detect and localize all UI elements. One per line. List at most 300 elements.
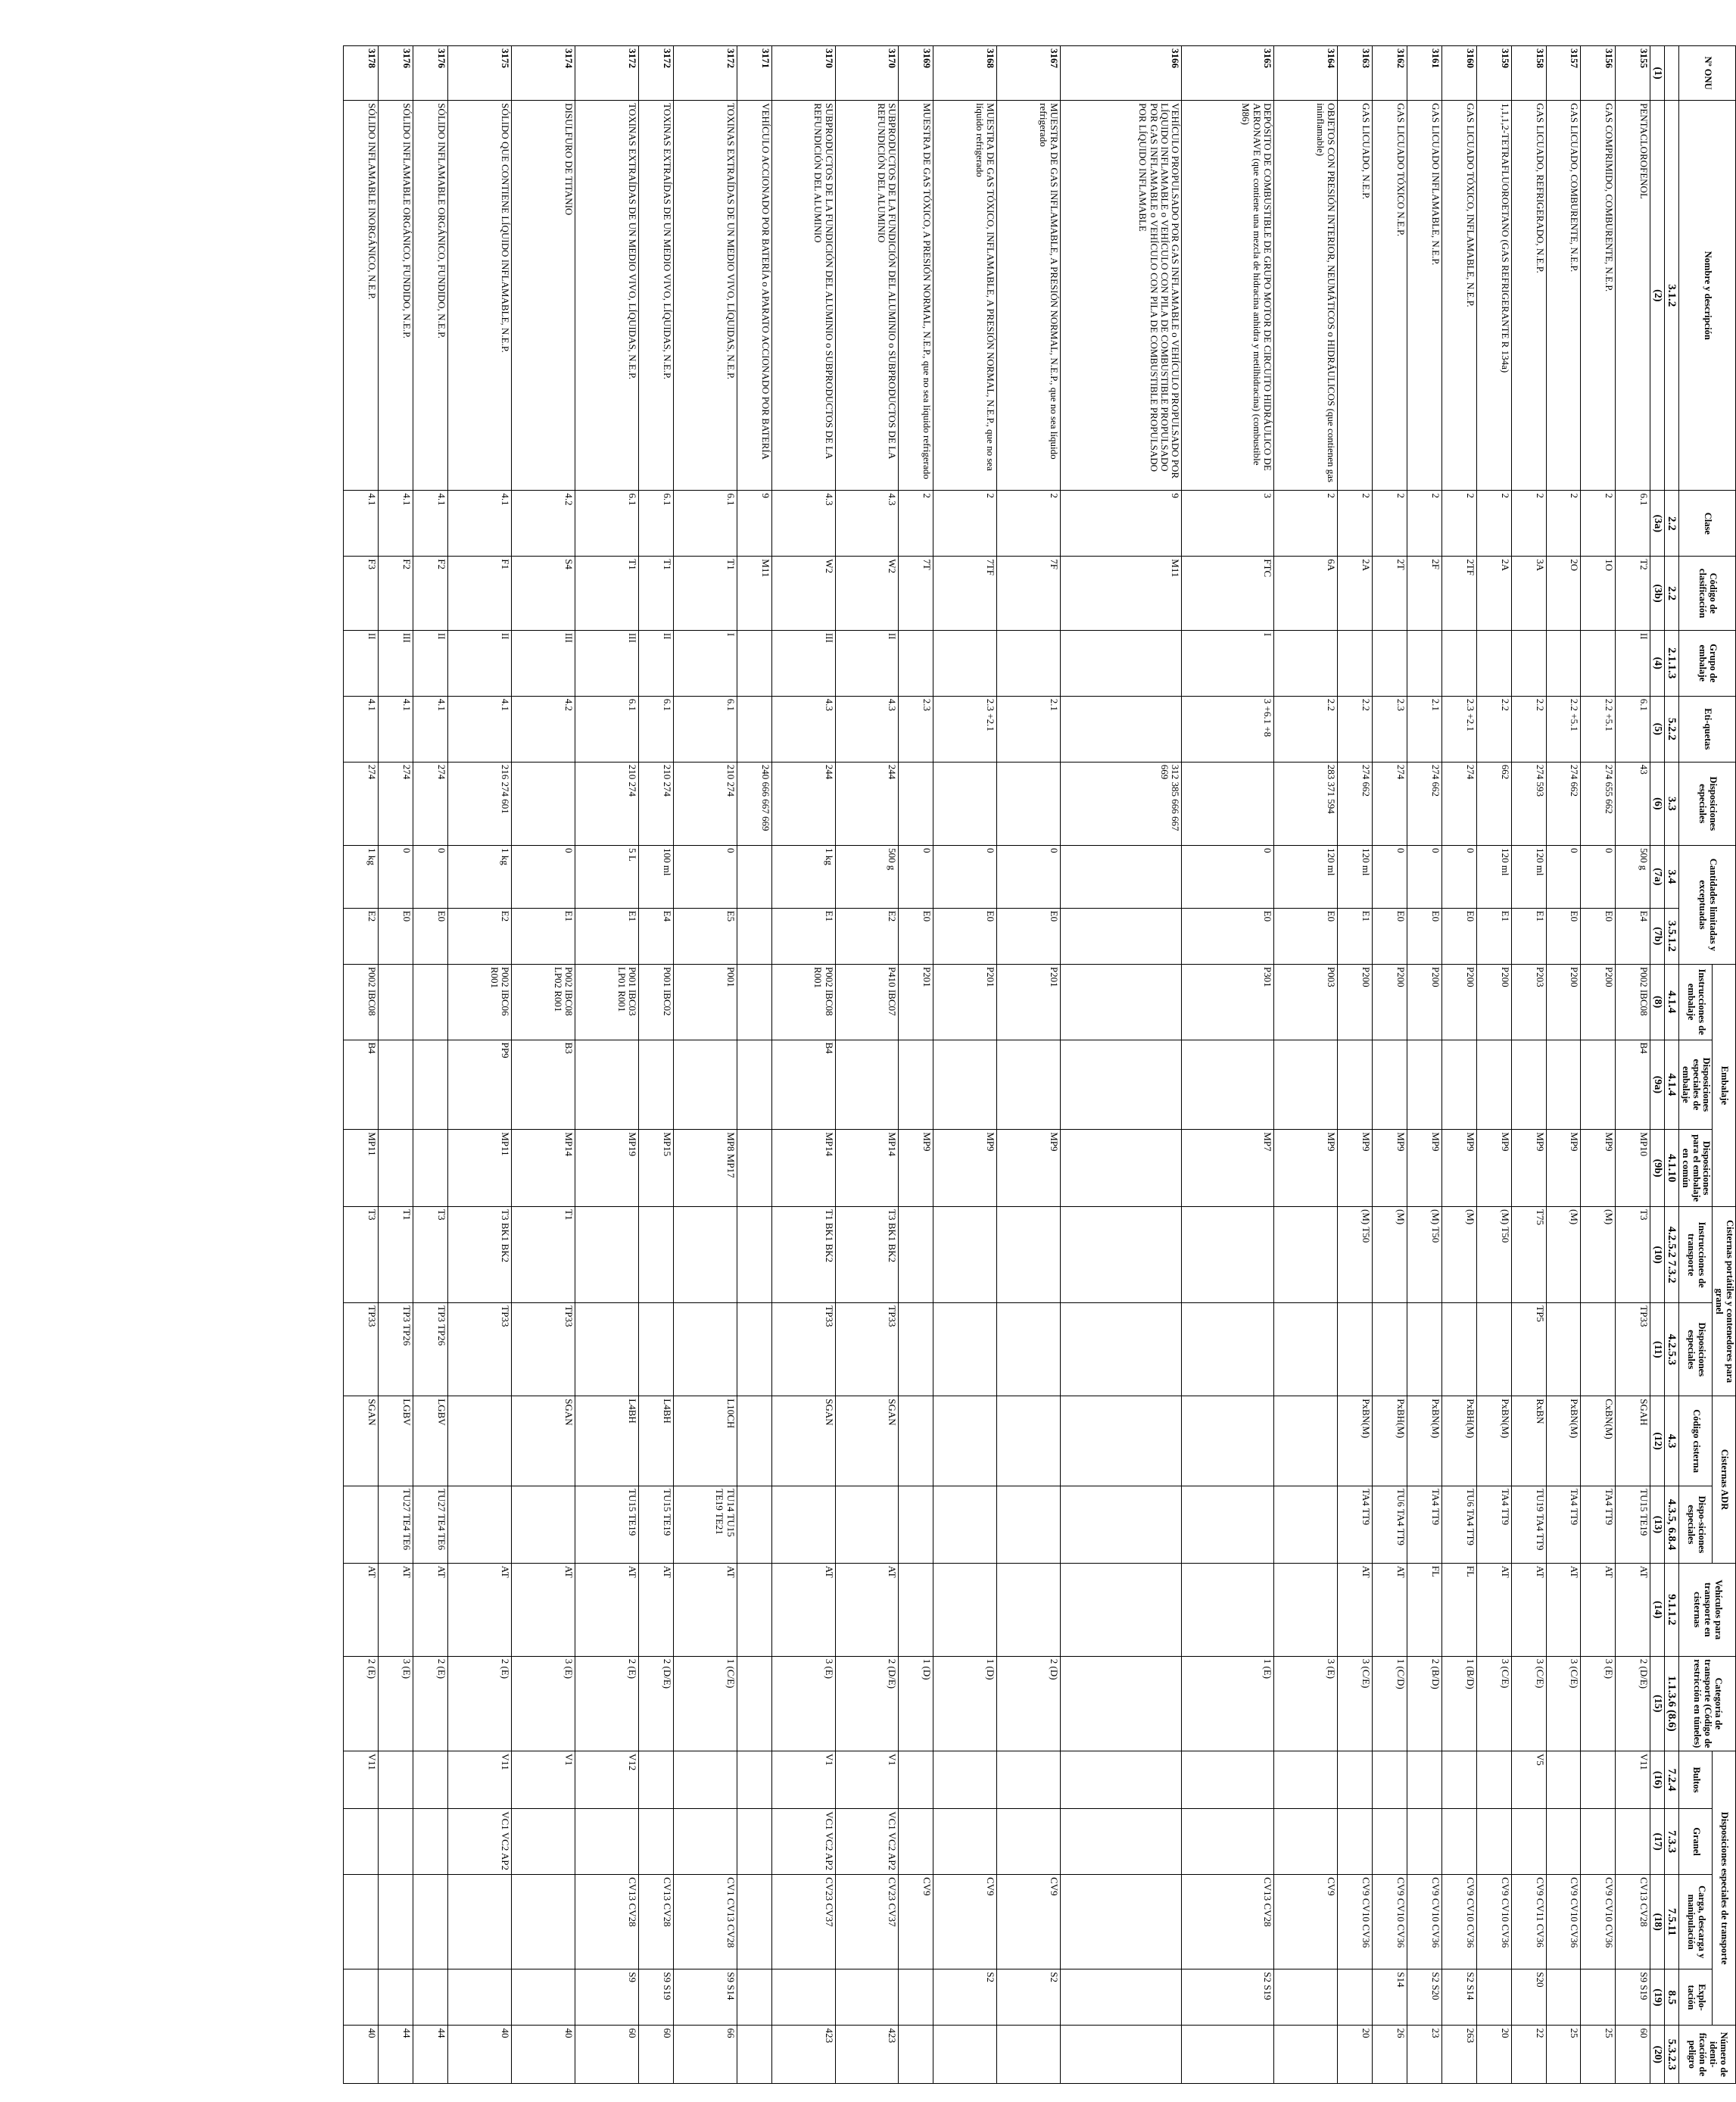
table-cell: 40 <box>448 2026 512 2084</box>
table-cell: 4.1 <box>413 491 448 557</box>
table-cell: E0 <box>933 908 997 964</box>
table-cell: 244 <box>835 762 899 845</box>
table-cell: TP5 <box>1511 1303 1546 1396</box>
name-cell: SÓLIDO QUE CONTIENE LÍQUIDO INFLAMABLE, N.E.P. <box>448 101 512 491</box>
table-cell <box>1182 1486 1274 1564</box>
table-cell: SGAN <box>344 1396 379 1486</box>
table-cell <box>1061 630 1182 696</box>
table-cell: III <box>575 630 638 696</box>
table-cell <box>1372 1809 1407 1875</box>
un-number-cell: 3159 <box>1476 46 1511 101</box>
table-cell: 2 (D/E) <box>835 1656 899 1751</box>
table-cell: 3 +6.1 +8 <box>1182 696 1274 762</box>
name-cell: VEHÍCULO ACCIONADO POR BATERÍA o APARATO ACCIONADO POR BATERÍA <box>737 101 771 491</box>
table-cell: 4.2 <box>511 696 575 762</box>
table-cell: 3 (E) <box>1581 1656 1616 1751</box>
table-cell: F3 <box>344 557 379 631</box>
table-cell <box>1476 1040 1511 1130</box>
table-cell: CV9 CV10 CV36 <box>1372 1875 1407 1969</box>
table-cell: F2 <box>413 557 448 631</box>
table-cell <box>933 1563 997 1656</box>
table-cell: 22 <box>1511 2026 1546 2084</box>
table-cell: PxBH(M) <box>1441 1396 1476 1486</box>
table-cell: I <box>673 630 737 696</box>
table-cell: 2.3 +2.1 <box>1441 696 1476 762</box>
table-cell: 2O <box>1546 557 1581 631</box>
table-cell <box>1182 762 1274 845</box>
table-cell <box>737 696 771 762</box>
table-cell <box>638 1809 673 1875</box>
table-cell: 2 <box>1274 491 1338 557</box>
table-cell: 2 <box>1511 491 1546 557</box>
table-cell: 6.1 <box>673 491 737 557</box>
table-row <box>575 46 638 2084</box>
table-cell: P002 IBC08 <box>344 964 379 1040</box>
name-cell: SÓLIDO INFLAMABLE ORGÁNICO, FUNDIDO, N.E.P. <box>379 101 413 491</box>
table-cell: TA4 TT9 <box>1407 1486 1441 1564</box>
ref-cell: 4.1.10 <box>1664 1130 1679 1207</box>
table-cell: 2F <box>1407 557 1441 631</box>
table-row <box>1476 46 1511 2084</box>
table-cell: (M) <box>1372 1207 1407 1303</box>
table-cell: 25 <box>1581 2026 1616 2084</box>
table-cell <box>997 1396 1061 1486</box>
table-cell: MP9 <box>1581 1130 1616 1207</box>
table-cell: P002 IBC06 R001 <box>448 964 512 1040</box>
ref-cell: 2.2 <box>1664 491 1679 557</box>
table-cell: 2.2 <box>1476 696 1511 762</box>
table-cell <box>413 1751 448 1808</box>
table-cell <box>899 762 933 845</box>
table-cell: 274 <box>1441 762 1476 845</box>
table-cell <box>771 1486 835 1564</box>
table-cell <box>1182 1396 1274 1486</box>
table-cell <box>737 1751 771 1808</box>
table-cell: 7T <box>899 557 933 631</box>
table-cell: 2.1 <box>1407 696 1441 762</box>
un-number-cell: 3174 <box>511 46 575 101</box>
table-cell: 66 <box>673 2026 737 2084</box>
name-cell: GAS LICUADO, REFRIGERADO, N.E.P. <box>1511 101 1546 491</box>
table-cell: 20 <box>1476 2026 1511 2084</box>
table-cell <box>344 1969 379 2026</box>
table-cell: P200 <box>1337 964 1372 1040</box>
table-cell: 3A <box>1511 557 1546 631</box>
table-cell: L4BH <box>575 1396 638 1486</box>
table-cell <box>1182 1563 1274 1656</box>
table-cell: P002 IBC08 LP02 R001 <box>511 964 575 1040</box>
table-cell <box>899 1563 933 1656</box>
table-cell: B4 <box>1616 1040 1650 1130</box>
table-cell: 2A <box>1476 557 1511 631</box>
name-cell: GAS LICUADO INFLAMABLE, N.E.P. <box>1407 101 1441 491</box>
name-cell: GAS COMPRIMIDO, COMBURENTE, N.E.P. <box>1581 101 1616 491</box>
table-cell: MP9 <box>1441 1130 1476 1207</box>
table-cell: AT <box>448 1563 512 1656</box>
name-cell: DISULFURO DE TITANIO <box>511 101 575 491</box>
table-cell: E1 <box>1511 908 1546 964</box>
column-number-cell: (11) <box>1650 1303 1664 1396</box>
table-cell: II <box>835 630 899 696</box>
table-cell: W2 <box>835 557 899 631</box>
table-cell: (M) <box>1546 1207 1581 1303</box>
table-cell: E4 <box>1616 908 1650 964</box>
name-cell: TOXINAS EXTRAÍDAS DE UN MEDIO VIVO, LÍQUIDAS, N.E.P. <box>638 101 673 491</box>
table-cell: B4 <box>344 1040 379 1130</box>
table-row <box>835 46 899 2084</box>
table-cell <box>737 845 771 908</box>
table-cell: M11 <box>737 557 771 631</box>
header-packaging: Embalaje <box>1713 964 1736 1206</box>
header-special-transport: Disposiciones especiales de transporte <box>1713 1751 1736 2026</box>
table-cell: P200 <box>1372 964 1407 1040</box>
table-cell: AT <box>379 1563 413 1656</box>
table-cell <box>737 1130 771 1207</box>
table-cell: MP9 <box>1407 1130 1441 1207</box>
table-row <box>1337 46 1372 2084</box>
table-cell <box>344 1486 379 1564</box>
table-row <box>448 46 512 2084</box>
table-cell: 40 <box>344 2026 379 2084</box>
table-cell: E0 <box>997 908 1061 964</box>
table-cell: CxBN(M) <box>1581 1396 1616 1486</box>
header-tank-special: Dispo-siciones especiales <box>1679 1486 1713 1564</box>
table-cell: CV13 CV28 <box>1182 1875 1274 1969</box>
table-cell: E1 <box>771 908 835 964</box>
table-cell <box>1476 1809 1511 1875</box>
table-cell <box>1061 1751 1182 1808</box>
table-cell <box>413 1969 448 2026</box>
name-cell: GAS LICUADO, COMBURENTE, N.E.P. <box>1546 101 1581 491</box>
table-cell: 120 ml <box>1511 845 1546 908</box>
table-cell <box>1274 1809 1338 1875</box>
table-cell: AT <box>344 1563 379 1656</box>
table-cell <box>1061 2026 1182 2084</box>
table-cell: 210 274 <box>638 762 673 845</box>
table-cell <box>933 762 997 845</box>
table-cell <box>575 1303 638 1396</box>
ref-cell: 3.5.1.2 <box>1664 908 1679 964</box>
table-cell <box>835 1969 899 2026</box>
table-cell: 40 <box>511 2026 575 2084</box>
table-cell: 1 kg <box>448 845 512 908</box>
column-number-cell: (7a) <box>1650 845 1664 908</box>
un-number-cell: 3170 <box>835 46 899 101</box>
header-name: Nombre y descripción <box>1679 101 1736 491</box>
table-cell: P410 IBC07 <box>835 964 899 1040</box>
table-cell: FTC <box>1182 557 1274 631</box>
table-cell <box>1061 1396 1182 1486</box>
table-cell: CV1 CV13 CV28 <box>673 1875 737 1969</box>
table-cell <box>899 1969 933 2026</box>
table-cell: MP9 <box>1476 1130 1511 1207</box>
table-cell: 3 (E) <box>1274 1656 1338 1751</box>
table-cell: 0 <box>933 845 997 908</box>
table-cell: SGAN <box>835 1396 899 1486</box>
table-cell: 9 <box>1061 491 1182 557</box>
table-cell: 2.3 <box>1372 696 1407 762</box>
table-cell <box>899 1207 933 1303</box>
table-cell: 0 <box>511 845 575 908</box>
header-pt-special: Disposiciones especiales <box>1679 1303 1713 1396</box>
table-cell: V5 <box>1511 1751 1546 1808</box>
table-cell <box>448 1486 512 1564</box>
table-cell <box>1581 1303 1616 1396</box>
table-cell: 3 (E) <box>771 1656 835 1751</box>
table-cell: 1 kg <box>344 845 379 908</box>
header-pt-instructions: Instrucciones de transporte <box>1679 1207 1713 1303</box>
table-cell: MP9 <box>1546 1130 1581 1207</box>
table-cell: MP9 <box>1274 1130 1338 1207</box>
table-cell: VC1 VC2 AP2 <box>835 1809 899 1875</box>
header-special-packing: Disposiciones especiales de embalaje <box>1679 1040 1713 1130</box>
table-cell <box>673 1809 737 1875</box>
ref-cell: 1.1.3.6 (8.6) <box>1664 1656 1679 1751</box>
table-cell <box>737 1809 771 1875</box>
table-cell: TU19 TA4 TT9 <box>1511 1486 1546 1564</box>
table-cell <box>1274 2026 1338 2084</box>
table-cell <box>997 1751 1061 1808</box>
table-cell: S2 S19 <box>1182 1969 1274 2026</box>
table-cell <box>1476 1751 1511 1808</box>
table-cell: TP33 <box>344 1303 379 1396</box>
table-cell: 20 <box>1337 2026 1372 2084</box>
table-cell: W2 <box>771 557 835 631</box>
column-number-cell: (4) <box>1650 630 1664 696</box>
table-cell: E2 <box>835 908 899 964</box>
column-number-cell: (15) <box>1650 1656 1664 1751</box>
table-cell: CV9 CV11 CV36 <box>1511 1875 1546 1969</box>
table-row <box>1581 46 1616 2084</box>
table-cell: (M) T50 <box>1476 1207 1511 1303</box>
table-cell <box>899 1303 933 1396</box>
table-cell: TA4 TT9 <box>1581 1486 1616 1564</box>
table-row <box>379 46 413 2084</box>
header-transport-category: Categoría de transporte (Código de restricción en túneles) <box>1679 1656 1736 1751</box>
table-cell: 1 (B/D) <box>1441 1656 1476 1751</box>
table-cell: III <box>379 630 413 696</box>
table-cell: 274 <box>379 762 413 845</box>
table-cell: 2.3 <box>899 696 933 762</box>
table-cell <box>737 1207 771 1303</box>
table-cell <box>1511 630 1546 696</box>
table-cell <box>933 2026 997 2084</box>
table-cell <box>379 1809 413 1875</box>
table-cell: FL <box>1441 1563 1476 1656</box>
table-cell: I <box>1182 630 1274 696</box>
table-cell <box>1372 1303 1407 1396</box>
header-limited-quantities: Cantidades limitadas y exceptuadas <box>1679 845 1736 964</box>
ref-cell: 4.3.5, 6.8.4 <box>1664 1486 1679 1564</box>
ref-cell: 4.2.5.3 <box>1664 1303 1679 1396</box>
table-cell: 1 kg <box>771 845 835 908</box>
name-cell: 1,1,1,2-TETRAFLUOROETANO (GAS REFRIGERANTE R 134a) <box>1476 101 1511 491</box>
table-cell: F2 <box>379 557 413 631</box>
table-cell: 4.1 <box>413 696 448 762</box>
table-row <box>1182 46 1274 2084</box>
table-cell <box>737 964 771 1040</box>
table-cell: VC1 VC2 AP2 <box>771 1809 835 1875</box>
ref-cell: 4.2.5.2 7.3.2 <box>1664 1207 1679 1303</box>
table-cell: MP14 <box>835 1130 899 1207</box>
table-cell: 662 <box>1476 762 1511 845</box>
table-row <box>997 46 1061 2084</box>
table-cell: TP33 <box>835 1303 899 1396</box>
table-cell: P200 <box>1581 964 1616 1040</box>
name-cell: PENTACLOROFENOL <box>1616 101 1650 491</box>
table-cell <box>1581 1040 1616 1130</box>
table-cell <box>1581 1969 1616 2026</box>
ref-cell: 4.3 <box>1664 1396 1679 1486</box>
table-cell: 60 <box>575 2026 638 2084</box>
table-cell <box>1581 1751 1616 1808</box>
table-cell <box>997 1040 1061 1130</box>
table-cell: 2 (D) <box>997 1656 1061 1751</box>
table-cell <box>1546 630 1581 696</box>
table-cell: 7F <box>997 557 1061 631</box>
table-cell: CV23 CV37 <box>835 1875 899 1969</box>
table-cell: MP9 <box>933 1130 997 1207</box>
table-cell <box>575 1809 638 1875</box>
table-cell: AT <box>835 1563 899 1656</box>
table-cell: P201 <box>997 964 1061 1040</box>
column-number-cell: (9a) <box>1650 1040 1664 1130</box>
table-cell <box>899 2026 933 2084</box>
table-cell <box>1182 1303 1274 1396</box>
table-row <box>344 46 379 2084</box>
table-cell: E0 <box>1546 908 1581 964</box>
table-cell: 43 <box>1616 762 1650 845</box>
table-cell: 1 (D) <box>933 1656 997 1751</box>
table-cell: T1 <box>673 557 737 631</box>
header-labels: Eti-quetas <box>1679 696 1736 762</box>
table-cell <box>1337 1040 1372 1130</box>
un-number-cell: 3170 <box>771 46 835 101</box>
table-cell: II <box>638 630 673 696</box>
table-cell <box>835 1486 899 1564</box>
table-cell: 0 <box>899 845 933 908</box>
table-cell: T1 <box>575 557 638 631</box>
table-cell <box>673 1751 737 1808</box>
table-cell: 100 ml <box>638 845 673 908</box>
table-cell: 4.3 <box>835 696 899 762</box>
table-cell: 2 <box>1546 491 1581 557</box>
table-cell: MP7 <box>1182 1130 1274 1207</box>
table-cell: P200 <box>1407 964 1441 1040</box>
table-cell: 4.1 <box>448 696 512 762</box>
table-cell <box>1511 1809 1546 1875</box>
column-number-cell: (5) <box>1650 696 1664 762</box>
table-cell: 4.1 <box>344 696 379 762</box>
table-cell: T1 <box>511 1207 575 1303</box>
table-cell: E1 <box>511 908 575 964</box>
table-cell <box>575 1040 638 1130</box>
table-cell <box>933 1040 997 1130</box>
table-cell: L10CH <box>673 1396 737 1486</box>
table-cell: MP19 <box>575 1130 638 1207</box>
table-cell: 274 655 662 <box>1581 762 1616 845</box>
table-cell: AT <box>1337 1563 1372 1656</box>
table-cell: AT <box>413 1563 448 1656</box>
table-cell: E0 <box>1441 908 1476 964</box>
reference-row <box>1664 46 1679 2084</box>
ref-cell <box>1664 46 1679 101</box>
table-cell: 3 (C/E) <box>1511 1656 1546 1751</box>
column-number-cell: (1) <box>1650 46 1664 101</box>
table-cell <box>638 1040 673 1130</box>
table-cell <box>737 630 771 696</box>
table-cell: 4.2 <box>511 491 575 557</box>
table-cell: L4BH <box>638 1396 673 1486</box>
un-number-cell: 3163 <box>1337 46 1372 101</box>
un-number-cell: 3156 <box>1581 46 1616 101</box>
name-cell: SÓLIDO INFLAMABLE INORGÁNICO, N.E.P. <box>344 101 379 491</box>
table-cell <box>997 1303 1061 1396</box>
table-cell: PxBH(M) <box>1372 1396 1407 1486</box>
table-cell <box>1407 630 1441 696</box>
table-cell: CV9 CV10 CV36 <box>1581 1875 1616 1969</box>
table-cell <box>1372 630 1407 696</box>
table-cell: 2TF <box>1441 557 1476 631</box>
table-cell: 2.2 +5.1 <box>1546 696 1581 762</box>
table-cell: 4.1 <box>344 491 379 557</box>
table-cell <box>1061 1130 1182 1207</box>
table-cell: AT <box>771 1563 835 1656</box>
table-cell: AT <box>638 1563 673 1656</box>
table-cell: FL <box>1407 1563 1441 1656</box>
table-cell: AT <box>1546 1563 1581 1656</box>
table-cell: 26 <box>1372 2026 1407 2084</box>
table-cell: 0 <box>1546 845 1581 908</box>
table-cell: 4.3 <box>835 491 899 557</box>
table-cell <box>997 762 1061 845</box>
table-row <box>899 46 933 2084</box>
table-row <box>673 46 737 2084</box>
table-cell: CV9 <box>1274 1875 1338 1969</box>
table-cell: AT <box>1372 1563 1407 1656</box>
table-cell <box>413 1809 448 1875</box>
table-cell: P002 IBC08 <box>1616 964 1650 1040</box>
header-tank-code: Código cisterna <box>1679 1396 1713 1486</box>
name-cell: MUESTRA DE GAS TÓXICO, INFLAMABLE, A PRESIÓN NORMAL, N.E.P., que no sea líquido refrigerado <box>933 101 997 491</box>
table-cell <box>1061 845 1182 908</box>
table-cell <box>1546 1809 1581 1875</box>
table-cell: T3 BK1 BK2 <box>448 1207 512 1303</box>
table-cell: V1 <box>511 1751 575 1808</box>
table-cell <box>1061 1207 1182 1303</box>
table-cell: T2 <box>1616 557 1650 631</box>
table-cell <box>413 1875 448 1969</box>
table-cell <box>1407 1040 1441 1130</box>
un-number-cell: 3172 <box>673 46 737 101</box>
table-cell: CV9 CV10 CV36 <box>1441 1875 1476 1969</box>
table-cell <box>1476 1969 1511 2026</box>
table-cell <box>1061 1656 1182 1751</box>
table-cell: 7TF <box>933 557 997 631</box>
table-cell: 2 (E) <box>575 1656 638 1751</box>
name-cell: DEPÓSITO DE COMBUSTIBLE DE GRUPO MOTOR DE CIRCUITO HIDRÁULICO DE AERONAVE (que contiene una mezcla de hidracina anhidra y metilhidracina) (combustible M86) <box>1182 101 1274 491</box>
table-cell: P203 <box>1511 964 1546 1040</box>
table-cell <box>379 1040 413 1130</box>
table-cell: M11 <box>1061 557 1182 631</box>
table-cell: E1 <box>575 908 638 964</box>
table-cell: 23 <box>1407 2026 1441 2084</box>
table-cell: 2.2 +5.1 <box>1581 696 1616 762</box>
un-number-cell: 3176 <box>413 46 448 101</box>
table-cell <box>1337 1809 1372 1875</box>
table-row <box>638 46 673 2084</box>
table-cell: P201 <box>899 964 933 1040</box>
